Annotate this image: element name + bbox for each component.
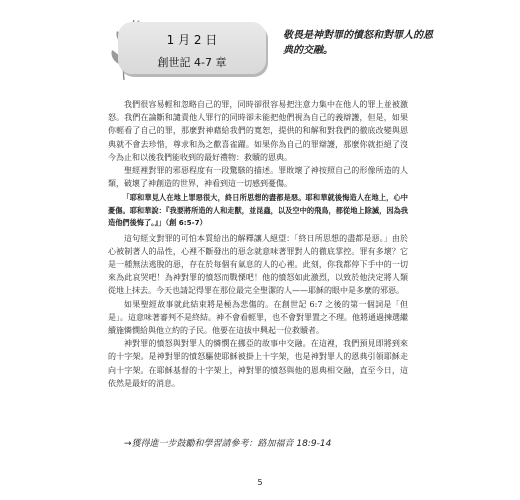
paragraph-4: 如果聖經故事就此結束將是極為悲傷的。在創世記 6:7 之後的第一個詞是「但是」。這意味著審判不是終結。神不會看輕罪，也不會對罪置之不理。他將通過揀選繼續施憐憫給與他立約的子民。他要在這拔中興起一位救贖者。	[108, 299, 408, 336]
paragraph-5: 神對罪的憤怒與對罪人的憐憫在挪亞的故事中交融。在這裡，我們預見即將到來的十字架。是神對罪的憤怒驅使耶穌被掛上十字架，也是神對罪人的恩典引領耶穌走向十字架。在耶穌基督的十字架上，神對罪的憤怒與他的恩典相交融，直至今日，這依然是最好的消息。	[108, 339, 408, 388]
page-number: 5	[257, 478, 263, 487]
reading-date: 1 月 2 日	[166, 33, 218, 47]
paragraph-1: 我們很容易輕和忽略自己的罪，同時卻很容易把注意力集中在他人的罪上並被激怒。我們在論斷和譴責他人罪行的同時卻未能把他們視為自己的義辯護，但是，如果你輕看了自己的罪，那麼對神藉給我們的寬恕，提供的和解和對我們的徹底改變與恩典就不會去珍惜，尊求和為之歡喜雀躍。如果你為自己的罪辯護，那麼你就拒絕了沒今為止和以後我們能收到的最好禮物：救贖的恩典。	[108, 100, 408, 162]
further-reading: →獲得進一步鼓勵和學習請參考：路加福音 18:9-14	[124, 439, 332, 449]
devotional-body	[108, 98, 408, 390]
daily-quote: 敬畏是神對罪的憤怒和對罪人的恩典的交融。	[283, 30, 433, 56]
paragraph-2: 聖經裡對罪的邪惡程度有一段驚駭的描述。罪敗壞了神按照自己的形像所造的人類，破壞了神創造的世界，神看到這一切感到憂傷。	[108, 166, 408, 189]
paragraph-3: 這句經文對罪的可怕本質給出的解釋讓人絕望：「終日所思想的盡都是惡。」由於心被制著人的品性，心裡不斷發出的惡念就意味著罪對人的徹底掌控。罪有多壞？它是一種無法逃脫的惡，存在於每個有氣息的人的心裡。此刻，你我都停下手中的一切來為此哀哭吧！為神對罪的憤怒而戰慄吧！他的憤怒如此激烈，以致於他決定將人類從地上抹去。今天也請記得罪在那位最完全聖潔的人——耶穌的眼中是多麼的邪惡。	[108, 233, 408, 296]
scripture-quote: 「耶和華見人在地上罪惡很大，終日所思想的盡都是惡。耶和華就後悔造人在地上，心中憂傷。耶和華說：『我要將所造的人和走獸，並昆蟲，以及空中的飛鳥，都從地上除滅，因為我造他們後悔了。』」（創 6:5-7）	[108, 193, 408, 228]
date-header-box	[118, 22, 266, 74]
scripture-reference: 創世記 4-7 章	[157, 56, 227, 69]
